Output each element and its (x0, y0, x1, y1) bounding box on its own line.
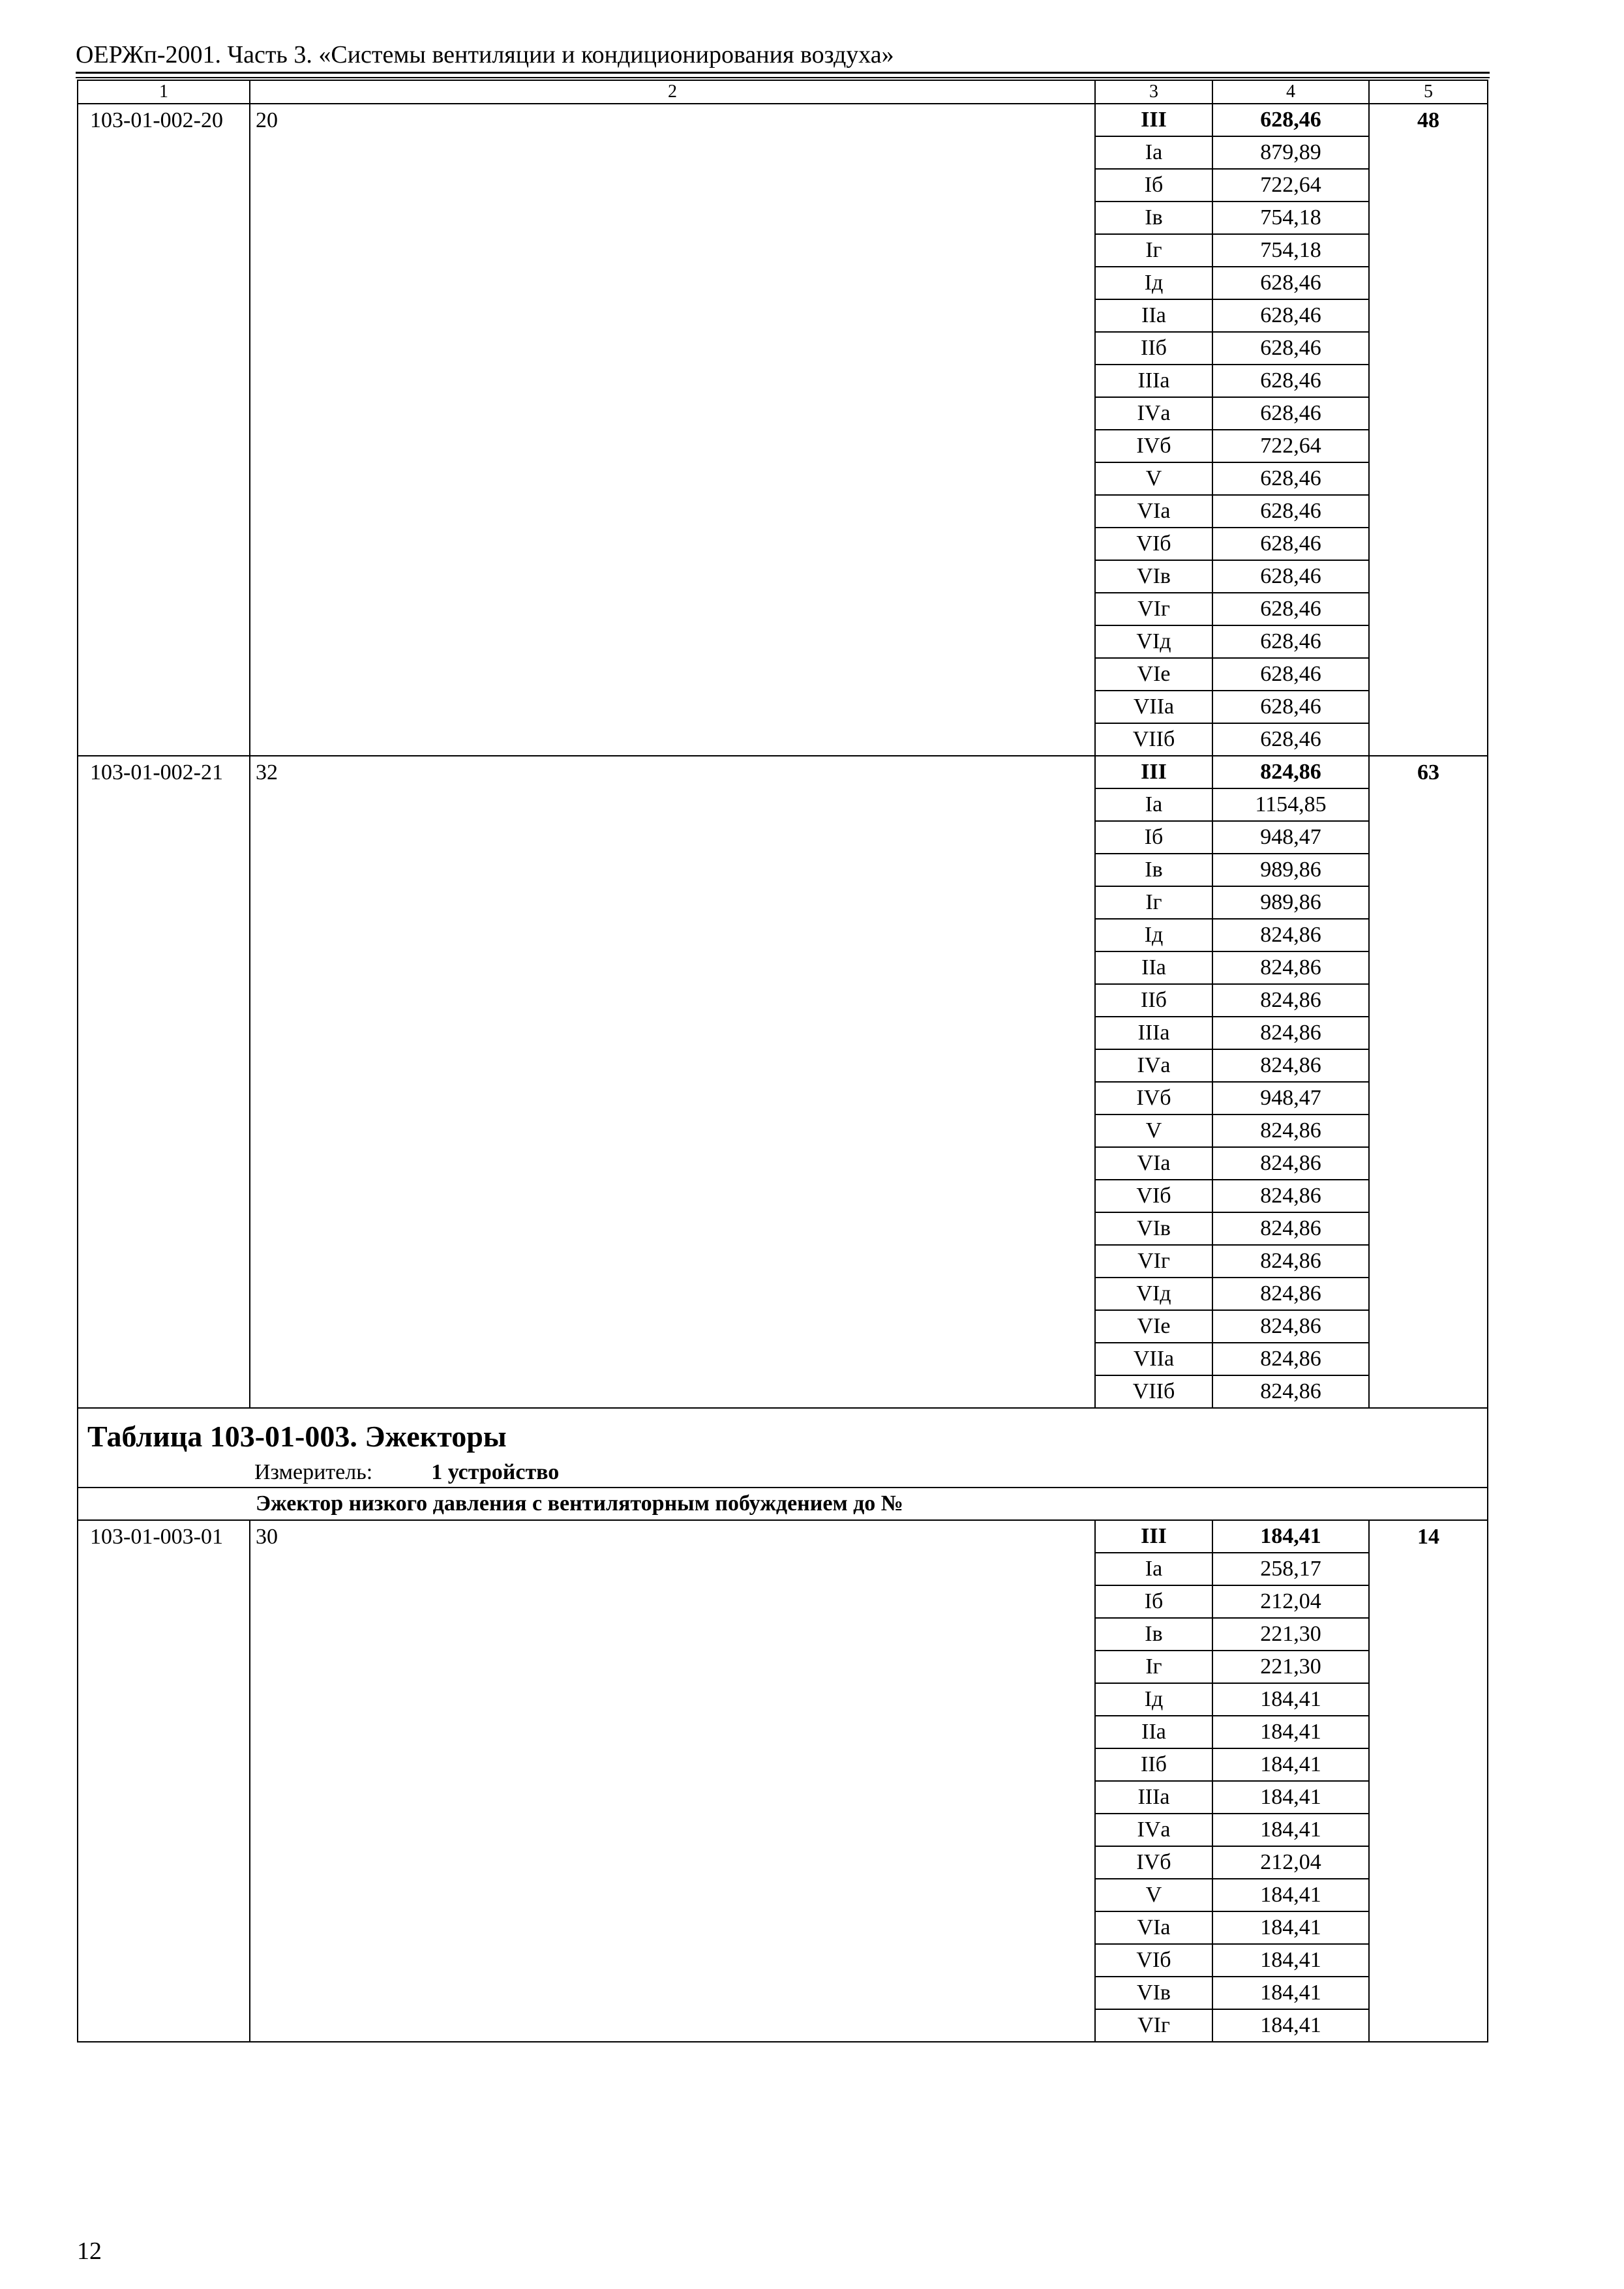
zone-code: VIIа (1095, 1343, 1212, 1375)
price-value: 824,86 (1212, 1017, 1369, 1049)
price-value: 628,46 (1212, 104, 1369, 136)
zone-code: Iг (1095, 1651, 1212, 1683)
zone-code: VIб (1095, 1944, 1212, 1977)
zone-code: V (1095, 462, 1212, 495)
price-value: 221,30 (1212, 1651, 1369, 1683)
zone-code: IIIа (1095, 1781, 1212, 1814)
price-value: 628,46 (1212, 267, 1369, 299)
price-value: 824,86 (1212, 1049, 1369, 1082)
price-value: 184,41 (1212, 1748, 1369, 1781)
price-value: 628,46 (1212, 462, 1369, 495)
price-value: 1154,85 (1212, 788, 1369, 821)
price-value: 948,47 (1212, 821, 1369, 854)
zone-code: VIа (1095, 1911, 1212, 1944)
zone-code: VIб (1095, 528, 1212, 560)
price-value: 184,41 (1212, 1911, 1369, 1944)
price-value: 824,86 (1212, 984, 1369, 1017)
column-header-4: 4 (1212, 80, 1369, 104)
zone-code: III (1095, 756, 1212, 788)
zone-code: IIб (1095, 1748, 1212, 1781)
zone-code: VIа (1095, 495, 1212, 528)
column-header-5: 5 (1369, 80, 1488, 104)
price-value: 824,86 (1212, 1278, 1369, 1310)
price-value: 824,86 (1212, 1115, 1369, 1147)
price-value: 221,30 (1212, 1618, 1369, 1651)
column-5-value: 63 (1369, 756, 1488, 1408)
price-value: 212,04 (1212, 1585, 1369, 1618)
zone-code: IVб (1095, 1082, 1212, 1115)
zone-code: III (1095, 104, 1212, 136)
price-value: 722,64 (1212, 169, 1369, 202)
price-value: 184,41 (1212, 1814, 1369, 1846)
zone-code: VIIб (1095, 723, 1212, 756)
price-value: 879,89 (1212, 136, 1369, 169)
price-value: 628,46 (1212, 723, 1369, 756)
table-row (78, 104, 1488, 136)
zone-code: VIв (1095, 1212, 1212, 1245)
page-header-title: ОЕРЖп-2001. Часть 3. «Системы вентиляции и кондиционирования воздуха» (76, 41, 894, 68)
zone-code: Iд (1095, 1683, 1212, 1716)
zone-code: VIг (1095, 593, 1212, 625)
zone-code: Iв (1095, 202, 1212, 234)
unit-line (254, 1460, 1487, 1485)
zone-code: IVб (1095, 430, 1212, 462)
price-value: 824,86 (1212, 1343, 1369, 1375)
group-header: Эжектор низкого давления с вентиляторным побуждением до № (78, 1488, 1488, 1520)
table-row (78, 756, 1488, 788)
column-header-3: 3 (1095, 80, 1212, 104)
zone-code: VIв (1095, 1977, 1212, 2009)
zone-code: Iб (1095, 169, 1212, 202)
zone-code: Iг (1095, 886, 1212, 919)
header-rule-double (76, 77, 1490, 78)
price-value: 184,41 (1212, 1520, 1369, 1553)
column-header-1: 1 (78, 80, 250, 104)
table-row (78, 1520, 1488, 1553)
group-header-row (78, 1488, 1488, 1520)
price-value: 628,46 (1212, 625, 1369, 658)
price-value: 824,86 (1212, 951, 1369, 984)
price-value: 722,64 (1212, 430, 1369, 462)
price-value: 628,46 (1212, 332, 1369, 365)
unit-value: 1 устройство (431, 1460, 560, 1484)
zone-code: Iа (1095, 136, 1212, 169)
price-value: 948,47 (1212, 1082, 1369, 1115)
zone-code: V (1095, 1879, 1212, 1911)
zone-code: III (1095, 1520, 1212, 1553)
zone-code: V (1095, 1115, 1212, 1147)
price-value: 628,46 (1212, 299, 1369, 332)
price-value: 754,18 (1212, 234, 1369, 267)
zone-code: VIв (1095, 560, 1212, 593)
price-value: 628,46 (1212, 560, 1369, 593)
price-value: 989,86 (1212, 886, 1369, 919)
zone-code: IIб (1095, 984, 1212, 1017)
rate-code: 103-01-002-21 (78, 756, 250, 1408)
price-value: 824,86 (1212, 1245, 1369, 1278)
zone-code: Iб (1095, 821, 1212, 854)
zone-code: Iв (1095, 1618, 1212, 1651)
zone-code: Iа (1095, 788, 1212, 821)
zone-code: VIIб (1095, 1375, 1212, 1408)
zone-code: IIIа (1095, 1017, 1212, 1049)
zone-code: VIе (1095, 1310, 1212, 1343)
price-value: 212,04 (1212, 1846, 1369, 1879)
zone-code: VIб (1095, 1180, 1212, 1212)
price-value: 628,46 (1212, 397, 1369, 430)
price-value: 628,46 (1212, 365, 1369, 397)
price-value: 824,86 (1212, 919, 1369, 951)
zone-code: Iв (1095, 854, 1212, 886)
zone-code: Iа (1095, 1553, 1212, 1585)
price-value: 184,41 (1212, 2009, 1369, 2042)
zone-code: Iб (1095, 1585, 1212, 1618)
zone-code: VIг (1095, 2009, 1212, 2042)
rate-description: 32 (250, 756, 1095, 1408)
zone-code: VIг (1095, 1245, 1212, 1278)
price-value: 184,41 (1212, 1977, 1369, 2009)
zone-code: IIа (1095, 299, 1212, 332)
zone-code: IVа (1095, 1049, 1212, 1082)
zone-code: IIа (1095, 951, 1212, 984)
price-value: 824,86 (1212, 756, 1369, 788)
zone-code: IIIа (1095, 365, 1212, 397)
zone-code: Iг (1095, 234, 1212, 267)
zone-code: Iд (1095, 267, 1212, 299)
price-value: 184,41 (1212, 1683, 1369, 1716)
column-header-row (78, 80, 1488, 104)
zone-code: VIа (1095, 1147, 1212, 1180)
zone-code: VIд (1095, 1278, 1212, 1310)
header-rule (76, 72, 1490, 74)
price-value: 628,46 (1212, 495, 1369, 528)
zone-code: VIе (1095, 658, 1212, 691)
table-title: Таблица 103-01-003. Эжекторы (87, 1420, 507, 1453)
zone-code: Iд (1095, 919, 1212, 951)
price-value: 824,86 (1212, 1180, 1369, 1212)
table-caption (78, 1408, 1488, 1488)
zone-code: IVб (1095, 1846, 1212, 1879)
price-value: 824,86 (1212, 1375, 1369, 1408)
page-number: 12 (77, 2237, 102, 2265)
price-value: 754,18 (1212, 202, 1369, 234)
column-5-value: 48 (1369, 104, 1488, 756)
rate-description: 30 (250, 1520, 1095, 2042)
rate-code: 103-01-002-20 (78, 104, 250, 756)
price-value: 824,86 (1212, 1212, 1369, 1245)
price-value: 628,46 (1212, 658, 1369, 691)
price-value: 628,46 (1212, 593, 1369, 625)
zone-code: VIIа (1095, 691, 1212, 723)
price-value: 989,86 (1212, 854, 1369, 886)
price-value: 824,86 (1212, 1147, 1369, 1180)
rate-code: 103-01-003-01 (78, 1520, 250, 2042)
rates-table (77, 80, 1488, 2042)
price-value: 184,41 (1212, 1944, 1369, 1977)
zone-code: VIд (1095, 625, 1212, 658)
price-value: 824,86 (1212, 1310, 1369, 1343)
zone-code: IVа (1095, 1814, 1212, 1846)
table-caption-row (78, 1408, 1488, 1488)
price-value: 184,41 (1212, 1716, 1369, 1748)
zone-code: IIб (1095, 332, 1212, 365)
zone-code: IIа (1095, 1716, 1212, 1748)
price-value: 258,17 (1212, 1553, 1369, 1585)
price-value: 628,46 (1212, 528, 1369, 560)
column-header-2: 2 (250, 80, 1095, 104)
column-5-value: 14 (1369, 1520, 1488, 2042)
price-value: 184,41 (1212, 1781, 1369, 1814)
rate-description: 20 (250, 104, 1095, 756)
price-value: 628,46 (1212, 691, 1369, 723)
price-value: 184,41 (1212, 1879, 1369, 1911)
unit-label: Измеритель: (254, 1460, 373, 1484)
zone-code: IVа (1095, 397, 1212, 430)
